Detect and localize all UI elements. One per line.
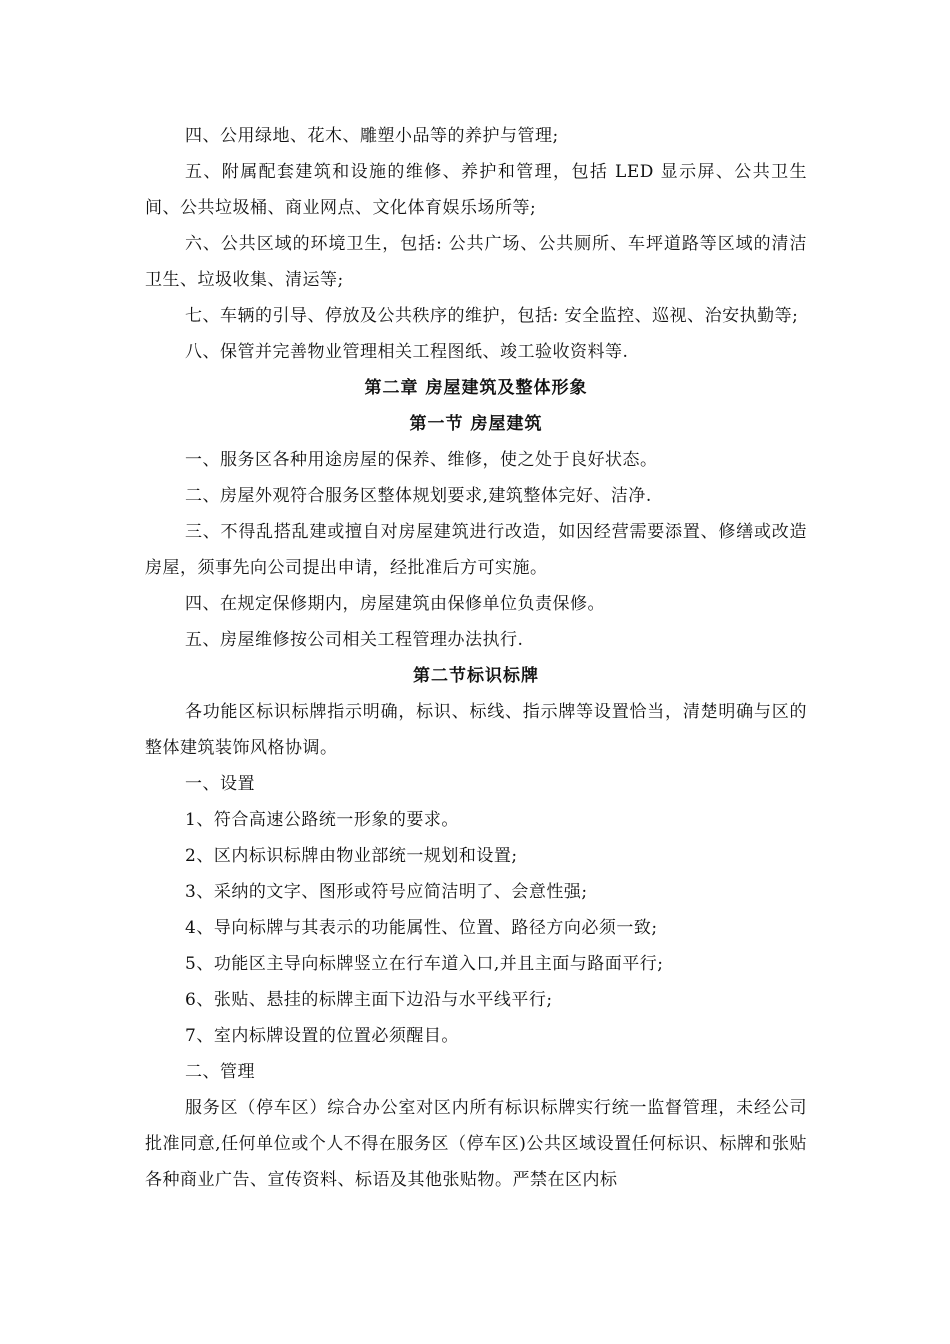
paragraph-building-maintenance: 一、服务区各种用途房屋的保养、维修，使之处于良好状态。 — [185, 450, 658, 470]
paragraph-management: 服务区（停车区）综合办公室对区内所有标识标牌实行统一监督管理，未经公司批准同意,任何单位或个人不得在服务区（停车区)公共区域设置任何标识、标牌和张贴各种商业广告、宣传资料、标语及其他张贴物。严禁在区内标 — [145, 1098, 807, 1190]
section-title-buildings: 第一节 房屋建筑 — [409, 414, 543, 434]
list-item: 2、区内标识标牌由物业部统一规划和设置; — [185, 846, 518, 866]
paragraph-repair-rules: 五、房屋维修按公司相关工程管理办法执行. — [185, 630, 524, 650]
paragraph-records: 八、保管并完善物业管理相关工程图纸、竣工验收资料等. — [185, 342, 629, 362]
paragraph-signage-intro: 各功能区标识标牌指示明确，标识、标线、指示牌等设置恰当，清楚明确与区的整体建筑装饰风格协调。 — [145, 702, 807, 758]
paragraph-sanitation: 六、公共区域的环境卫生，包括: 公共广场、公共厕所、车坪道路等区域的清洁卫生、垃圾收集、清运等; — [145, 234, 807, 290]
list-item: 7、室内标牌设置的位置必须醒目。 — [185, 1026, 459, 1046]
list-item: 4、导向标牌与其表示的功能属性、位置、路径方向必须一致; — [185, 918, 658, 938]
paragraph-warranty: 四、在规定保修期内，房屋建筑由保修单位负责保修。 — [185, 594, 605, 614]
list-item: 3、采纳的文字、图形或符号应简洁明了、会意性强; — [185, 882, 588, 902]
list-item: 1、符合高速公路统一形象的要求。 — [185, 810, 459, 830]
paragraph-building-modification: 三、不得乱搭乱建或擅自对房屋建筑进行改造，如因经营需要添置、修缮或改造房屋，须事先向公司提出申请，经批准后方可实施。 — [145, 522, 807, 578]
chapter-title: 第二章 房屋建筑及整体形象 — [364, 378, 588, 398]
list-item: 6、张贴、悬挂的标牌主面下边沿与水平线平行; — [185, 990, 553, 1010]
list-item: 5、功能区主导向标牌竖立在行车道入口,并且主面与路面平行; — [185, 954, 664, 974]
paragraph-traffic: 七、车辆的引导、停放及公共秩序的维护，包括: 安全监控、巡视、治安执勤等; — [185, 306, 799, 326]
section-title-signage: 第二节标识标牌 — [413, 666, 539, 686]
subheading-setup: 一、设置 — [185, 774, 255, 794]
paragraph-facilities: 五、附属配套建筑和设施的维修、养护和管理，包括 LED 显示屏、公共卫生间、公共垃圾桶、商业网点、文化体育娱乐场所等; — [145, 162, 807, 218]
subheading-management: 二、管理 — [185, 1062, 255, 1082]
document-body — [145, 118, 807, 1198]
paragraph-landscaping: 四、公用绿地、花木、雕塑小品等的养护与管理; — [185, 126, 559, 146]
paragraph-building-appearance: 二、房屋外观符合服务区整体规划要求,建筑整体完好、洁净. — [185, 486, 652, 506]
